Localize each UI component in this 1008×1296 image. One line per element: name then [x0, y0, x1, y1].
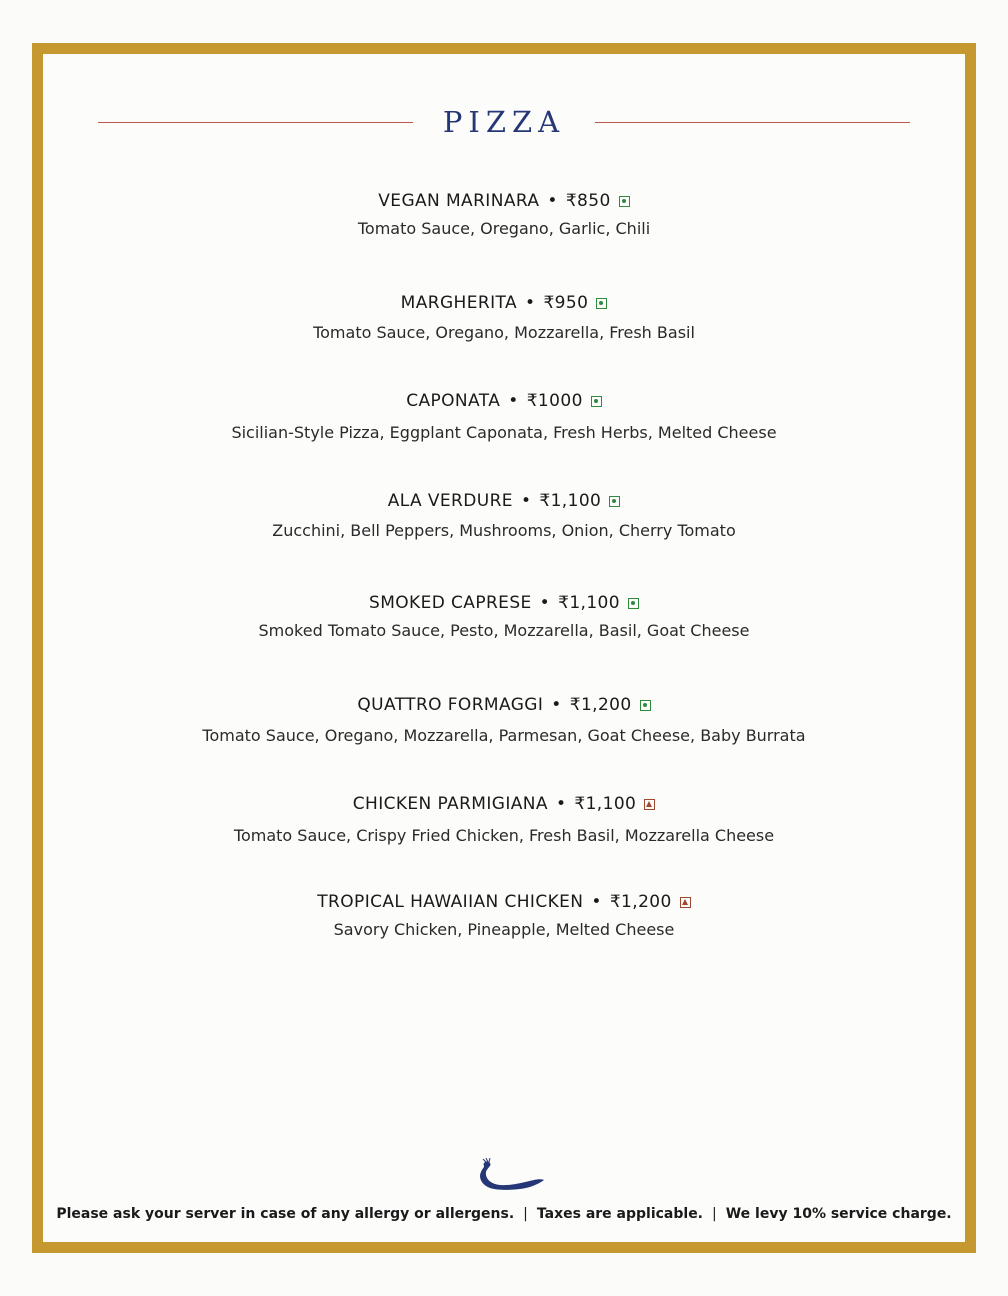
non-veg-icon [680, 897, 691, 908]
veg-icon [591, 396, 602, 407]
section-title: PIZZA [442, 105, 566, 139]
bullet-separator: • [525, 293, 536, 313]
bullet-separator: • [547, 191, 558, 211]
menu-item [0, 793, 1008, 847]
menu-item [0, 490, 1008, 542]
veg-icon [596, 298, 607, 309]
peacock-icon [476, 1158, 546, 1194]
title-rule-right [595, 122, 910, 123]
menu-item-name: QUATTRO FORMAGGI [357, 695, 544, 715]
menu-item-description: Tomato Sauce, Oregano, Mozzarella, Fresh Basil [313, 323, 695, 342]
menu-item-header [0, 490, 1008, 512]
menu-item-name: SMOKED CAPRESE [369, 593, 532, 613]
menu-item-name: MARGHERITA [400, 293, 517, 313]
menu-item-name: TROPICAL HAWAIIAN CHICKEN [317, 892, 584, 912]
footer-note [0, 1204, 1008, 1224]
menu-item-price: ₹850 [565, 191, 611, 211]
bullet-separator: • [591, 892, 602, 912]
allergy-note: Please ask your server in case of any allergy or allergens. [56, 1206, 515, 1222]
non-veg-icon [644, 799, 655, 810]
menu-item-header [0, 793, 1008, 815]
menu-item-description: Tomato Sauce, Oregano, Garlic, Chili [357, 219, 651, 238]
tax-note: Taxes are applicable. [536, 1206, 704, 1222]
menu-item-description: Tomato Sauce, Oregano, Mozzarella, Parmesan, Goat Cheese, Baby Burrata [202, 726, 806, 745]
menu-item [0, 592, 1008, 642]
bullet-separator: • [508, 391, 519, 411]
menu-item-description: Smoked Tomato Sauce, Pesto, Mozzarella, Basil, Goat Cheese [258, 621, 750, 640]
menu-item-header [0, 190, 1008, 212]
menu-item-header [0, 891, 1008, 913]
bullet-separator: • [539, 593, 551, 613]
bullet-separator: • [551, 695, 562, 715]
menu-item-price: ₹1000 [526, 391, 583, 411]
menu-item [0, 891, 1008, 941]
menu-item [0, 390, 1008, 444]
bullet-separator: • [555, 794, 567, 814]
menu-item-price: ₹1,100 [539, 491, 602, 511]
menu-item-price: ₹1,200 [569, 695, 632, 715]
menu-item [0, 190, 1008, 240]
title-rule-left [98, 122, 413, 123]
footer-separator: | [523, 1206, 528, 1222]
menu-item-name: CAPONATA [406, 391, 501, 411]
menu-item-header [0, 390, 1008, 412]
menu-item-header [0, 592, 1008, 614]
veg-icon [609, 496, 620, 507]
menu-item-price: ₹1,100 [558, 593, 620, 613]
menu-item-name: VEGAN MARINARA [378, 191, 540, 211]
veg-icon [628, 598, 639, 609]
menu-item-description: Sicilian-Style Pizza, Eggplant Caponata, Fresh Herbs, Melted Cheese [231, 423, 777, 442]
menu-item-name: CHICKEN PARMIGIANA [352, 794, 548, 814]
footer-separator: | [712, 1206, 717, 1222]
menu-item-description: Zucchini, Bell Peppers, Mushrooms, Onion, Cherry Tomato [272, 521, 736, 540]
service-charge-note: We levy 10% service charge. [725, 1206, 952, 1222]
menu-item-header [0, 694, 1008, 716]
menu-item [0, 694, 1008, 747]
menu-item-price: ₹1,200 [609, 892, 672, 912]
section-header [0, 104, 1008, 144]
menu-item-description: Tomato Sauce, Crispy Fried Chicken, Fresh Basil, Mozzarella Cheese [233, 826, 775, 845]
menu-item-name: ALA VERDURE [387, 491, 513, 511]
menu-item-price: ₹1,100 [574, 794, 637, 814]
menu-item-header [0, 292, 1008, 314]
menu-item-price: ₹950 [543, 293, 589, 313]
veg-icon [640, 700, 651, 711]
menu-item-description: Savory Chicken, Pineapple, Melted Cheese [333, 920, 675, 939]
bullet-separator: • [520, 491, 532, 511]
menu-item [0, 292, 1008, 344]
veg-icon [619, 196, 630, 207]
